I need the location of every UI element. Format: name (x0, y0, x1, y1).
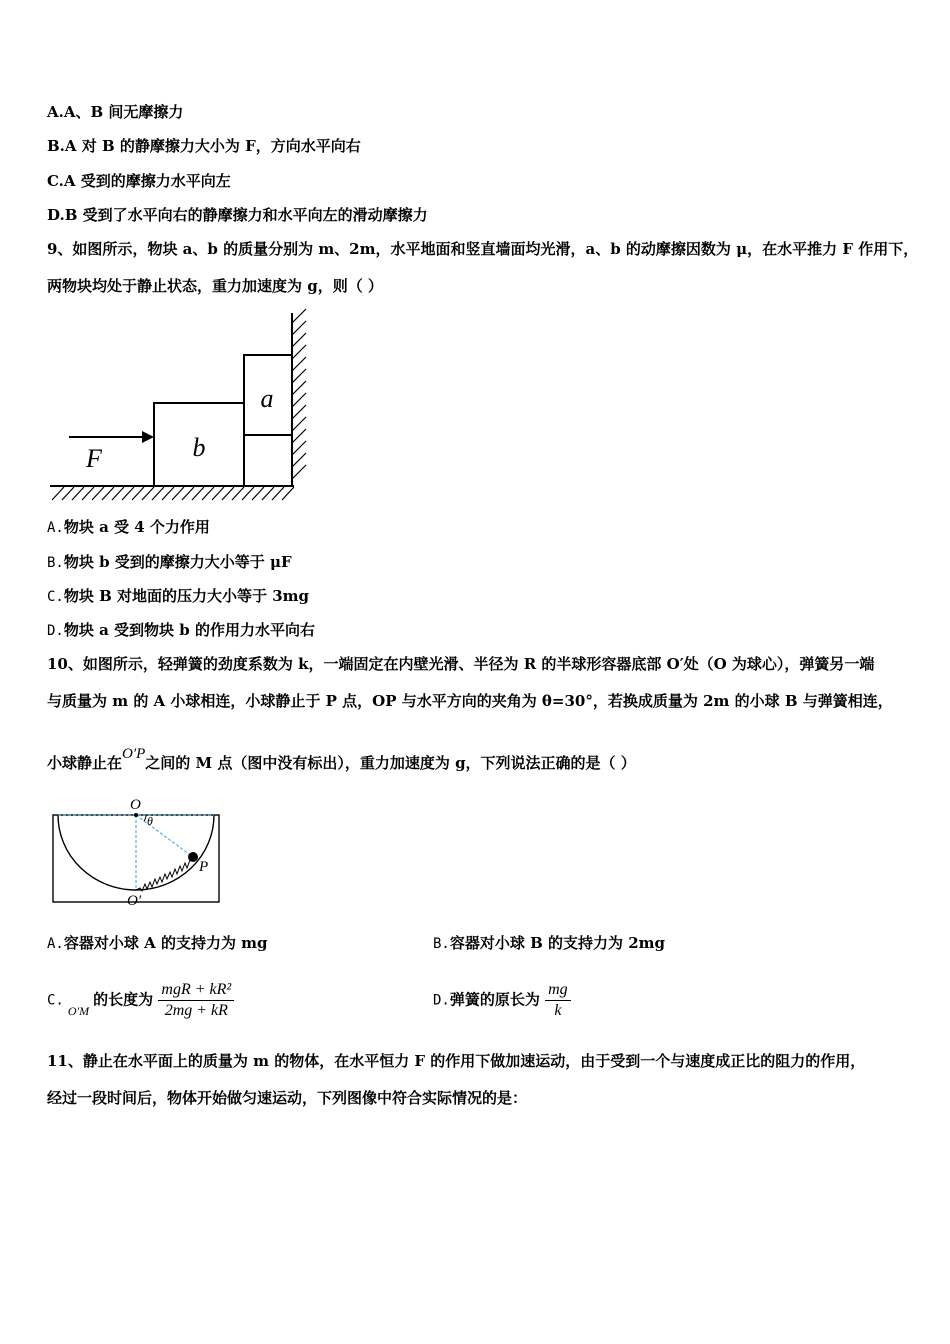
label-b: b (192, 433, 206, 462)
q9-option-d: D.物块 a 受到物块 b 的作用力水平向右 (47, 621, 315, 639)
q8-option-c: C.A 受到的摩擦力水平向左 (47, 172, 231, 190)
label-O-prime: O′ (127, 893, 142, 909)
q10-option-a: A.容器对小球 A 的支持力为 mg (47, 934, 268, 952)
label-F: F (86, 444, 102, 473)
q10-option-d: D.弹簧的原长为 $\frac{mg}{k}$ (433, 980, 571, 1021)
q9-stem-line2: 两物块均处于静止状态，重力加速度为 g，则（ ） (47, 277, 383, 295)
q10-option-c: $C._{O'M}$的长度为 $\frac{\text{mgR + kR²}}{2mg + kR}$ (47, 980, 234, 1021)
q10-option-b: B.容器对小球 B 的支持力为 2mg (433, 934, 666, 952)
q10-stem-line2: 与质量为 m 的 A 小球相连，小球静止于 P 点，OP 与水平方向的夹角为 θ=30°，若换成质量为 2m 的小球 B 与弹簧相连， (47, 692, 893, 710)
label-a: a (260, 384, 274, 413)
q9-option-c: C.物块 B 对地面的压力大小等于 3mg (47, 587, 310, 605)
q10-option-d-fraction: $\frac{mg}{k}$ (545, 980, 571, 1021)
q9-option-b: B.物块 b 受到的摩擦力大小等于 μF (47, 553, 292, 571)
q9-stem-line1: 9、如图所示，物块 a、b 的质量分别为 m、2m，水平地面和竖直墙面均光滑，a、b 的动摩擦因数为 μ，在水平推力 F 作用下， (47, 240, 919, 258)
q10-option-c-fraction: $\frac{\text{mgR + kR²}}{2mg + kR}$ (158, 980, 234, 1021)
label-O: O (130, 797, 141, 813)
q9-figure (44, 305, 314, 503)
q10-stem-line1: 10、如图所示，轻弹簧的劲度系数为 k，一端固定在内壁光滑、半径为 R 的半球形容器底部 O′处（O 为球心），弹簧另一端 (47, 655, 875, 673)
q10-stem-line3: 小球静止在O′P之间的 M 点（图中没有标出），重力加速度为 g，下列说法正确的是（ ） (47, 746, 636, 772)
ball-p (188, 852, 198, 862)
force-arrow-head (142, 431, 154, 443)
q9-option-a: A.物块 a 受 4 个力作用 (47, 518, 210, 536)
q11-stem-line1: 11、静止在水平面上的质量为 m 的物体，在水平恒力 F 的作用下做加速运动，由于受到一个与速度成正比的阻力的作用， (47, 1052, 866, 1070)
q8-option-a: A.A、B 间无摩擦力 (47, 103, 184, 121)
q8-option-d: D.B 受到了水平向右的静摩擦力和水平向左的滑动摩擦力 (47, 206, 428, 224)
q8-option-b: B.A 对 B 的静摩擦力大小为 F，方向水平向右 (47, 137, 361, 155)
q11-stem-line2: 经过一段时间后，物体开始做匀速运动，下列图像中符合实际情况的是： (47, 1089, 528, 1107)
block-under-a (244, 435, 292, 486)
label-P: P (199, 859, 209, 875)
label-theta: θ (147, 814, 153, 828)
q10-figure (50, 795, 225, 910)
